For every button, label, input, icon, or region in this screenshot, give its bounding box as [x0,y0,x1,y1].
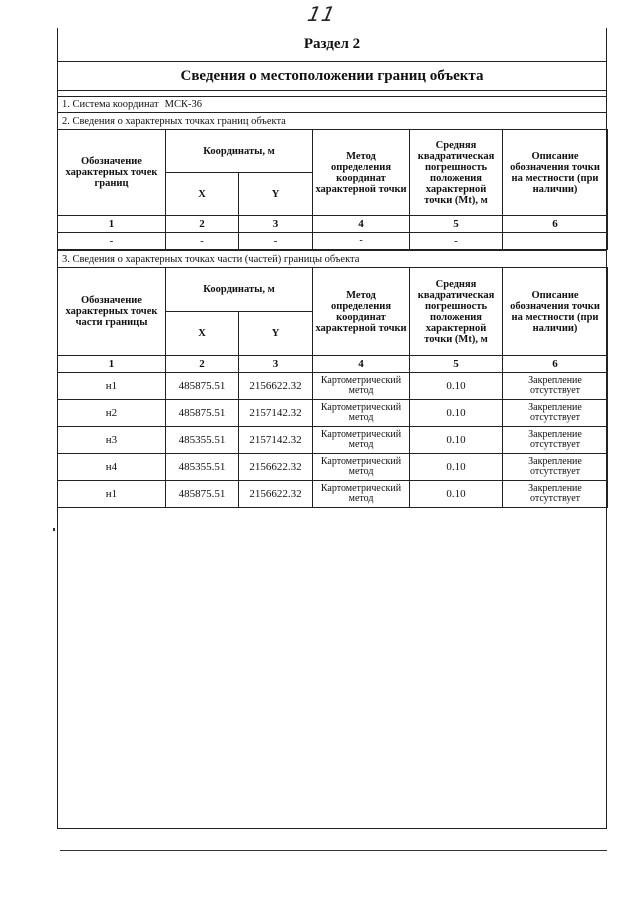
part3-y-cell: 2156622.32 [239,373,313,400]
table-row [58,400,608,427]
part3-description-cell: Закрепление отсутствует [503,427,608,454]
part3-col-number: 2 [166,356,239,373]
part3-error-cell: 0.10 [410,373,503,400]
part2-header-designation: Обозначение характерных точек границ [58,130,166,216]
part3-designation-cell: н2 [58,400,166,427]
part3-x-cell: 485875.51 [166,400,239,427]
part3-method-cell: Картометрический метод [313,454,410,481]
part2-caption: 2. Сведения о характерных точках границ объекта [57,113,607,130]
table-row [58,481,608,508]
part2-header-coords: Координаты, м [166,130,313,173]
part3-description-cell: Закрепление отсутствует [503,481,608,508]
part3-table [57,267,608,508]
part2-col-number: 6 [503,216,608,233]
part3-method-cell: Картометрический метод [313,481,410,508]
part2-description-cell [503,233,608,250]
bottom-rule [60,850,607,851]
part2-header-method: Метод определения координат характерной точки [313,130,410,216]
part3-header-designation: Обозначение характерных точек части границы [58,268,166,356]
part3-description-cell: Закрепление отсутствует [503,400,608,427]
part3-method-cell: Картометрический метод [313,427,410,454]
part2-x-cell: - [166,233,239,250]
part3-error-cell: 0.10 [410,427,503,454]
part3-method-cell: Картометрический метод [313,400,410,427]
part3-y-cell: 2156622.32 [239,454,313,481]
part3-designation-cell: н4 [58,454,166,481]
stray-mark [53,528,55,531]
part2-header-description: Описание обозначения точки на местности (при наличии) [503,130,608,216]
part2-header-y: Y [239,173,313,216]
part3-y-cell: 2157142.32 [239,400,313,427]
part2-header-error: Средняя квадратическая погрешность положения характерной точки (Mt), м [410,130,503,216]
part3-col-number: 1 [58,356,166,373]
table-row [58,233,608,250]
coord-system-row [57,96,607,113]
part3-header-error: Средняя квадратическая погрешность положения характерной точки (Mt), м [410,268,503,356]
part2-col-number: 3 [239,216,313,233]
page-number: 11 [305,2,339,26]
part3-col-number: 5 [410,356,503,373]
part3-description-cell: Закрепление отсутствует [503,373,608,400]
section-subtitle: Сведения о местоположении границ объекта [57,61,607,91]
part3-error-cell: 0.10 [410,400,503,427]
table-row [58,454,608,481]
part3-x-cell: 485355.51 [166,454,239,481]
part3-description-cell: Закрепление отсутствует [503,454,608,481]
part3-col-number: 6 [503,356,608,373]
coord-system-label: 1. Система координат [62,99,159,110]
part3-designation-cell: н1 [58,481,166,508]
table-row [58,373,608,400]
part2-col-number: 4 [313,216,410,233]
part3-designation-cell: н1 [58,373,166,400]
part2-y-cell: - [239,233,313,250]
part3-error-cell: 0.10 [410,481,503,508]
part2-col-number: 2 [166,216,239,233]
part2-designation-cell: - [58,233,166,250]
coord-system-value: МСК-36 [164,99,202,110]
part3-header-coords: Координаты, м [166,268,313,312]
part3-y-cell: 2157142.32 [239,427,313,454]
part2-method-cell: - [313,233,410,250]
table-row [58,427,608,454]
part3-x-cell: 485355.51 [166,427,239,454]
part3-caption: 3. Сведения о характерных точках части (частей) границы объекта [57,250,607,268]
part3-col-number: 4 [313,356,410,373]
part3-header-method: Метод определения координат характерной точки [313,268,410,356]
part3-header-x: X [166,312,239,356]
part2-header-x: X [166,173,239,216]
part3-designation-cell: н3 [58,427,166,454]
part3-method-cell: Картометрический метод [313,373,410,400]
part2-table [57,129,608,250]
part3-y-cell: 2156622.32 [239,481,313,508]
part3-header-description: Описание обозначения точки на местности (при наличии) [503,268,608,356]
part3-col-number: 3 [239,356,313,373]
part2-error-cell: - [410,233,503,250]
section-title: Раздел 2 [57,28,607,62]
part3-error-cell: 0.10 [410,454,503,481]
part2-col-number: 5 [410,216,503,233]
part3-x-cell: 485875.51 [166,481,239,508]
part3-x-cell: 485875.51 [166,373,239,400]
part3-header-y: Y [239,312,313,356]
part2-col-number: 1 [58,216,166,233]
